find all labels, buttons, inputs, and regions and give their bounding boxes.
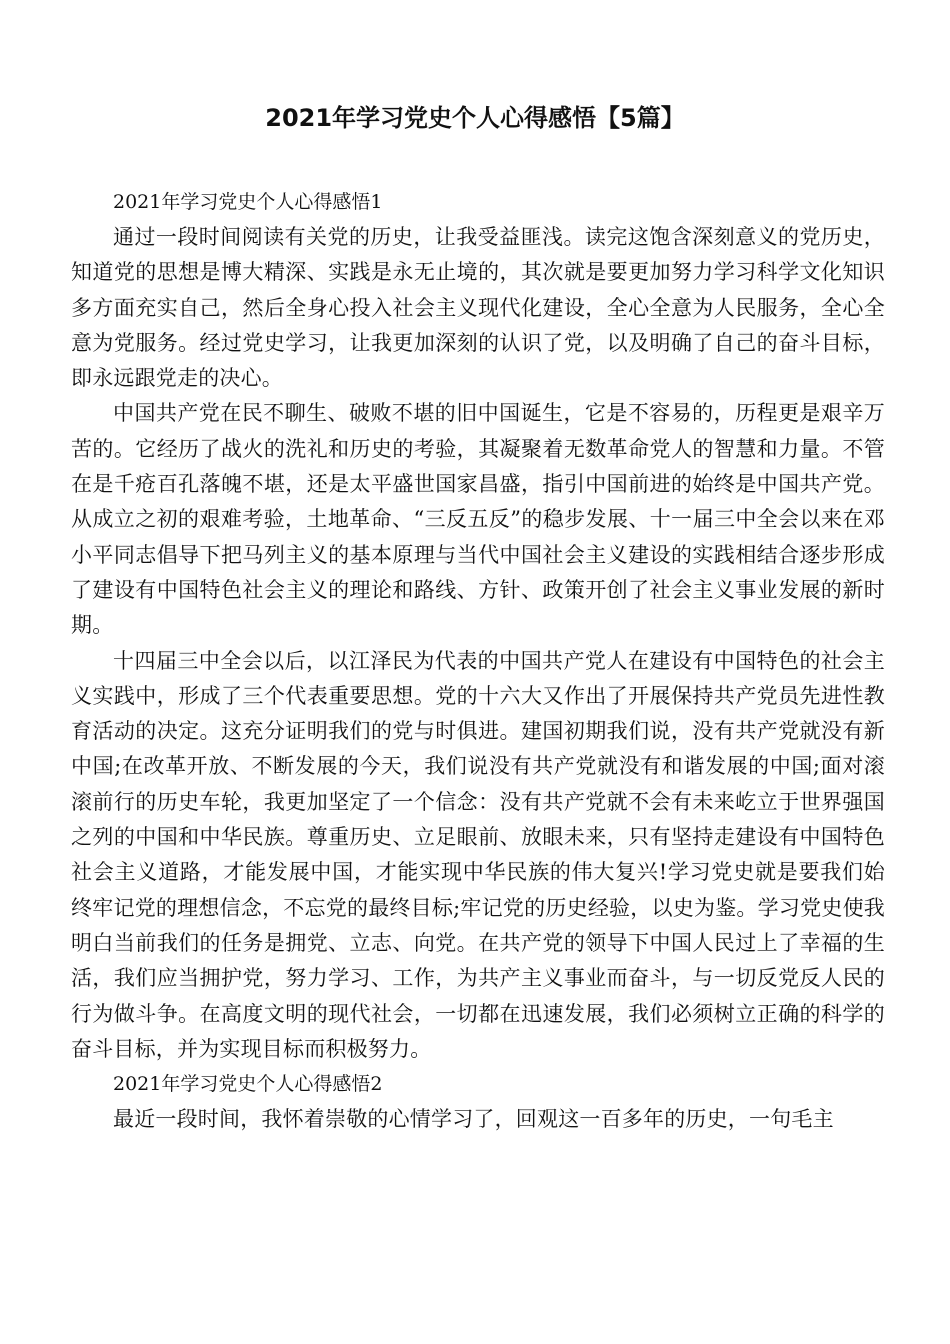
section-2-heading: 2021年学习党史个人心得感悟2: [113, 1073, 383, 1096]
document-title: 2021年学习党史个人心得感悟【5篇】: [265, 104, 685, 132]
section-1-paragraph-2: 中国共产党在民不聊生、破败不堪的旧中国诞生，它是不容易的，历程更是艰辛万苦的。它经历了战火的洗礼和历史的考验，其凝聚着无数革命党人的智慧和力量。不管在是千疮百孔落魄不堪，还是太平盛世国家昌盛，指引中国前进的始终是中国共产党。从成立之初的艰难考验，土地革命、“三反五反”的稳步发展、十一届三中全会以来在邓小平同志倡导下把马列主义的基本原理与当代中国社会主义建设的实践相结合逐步形成了建设有中国特色社会主义的理论和路线、方针、政策开创了社会主义事业发展的新时期。: [71, 401, 885, 638]
document-body: [71, 185, 885, 1137]
section-1-paragraph-3: 十四届三中全会以后，以江泽民为代表的中国共产党人在建设有中国特色的社会主义实践中，形成了三个代表重要思想。党的十六大又作出了开展保持共产党员先进性教育活动的决定。这充分证明我们的党与时俱进。建国初期我们说，没有共产党就没有新中国;在改革开放、不断发展的今天，我们说没有共产党就没有和谐发展的中国;面对滚滚前行的历史车轮，我更加坚定了一个信念：没有共产党就不会有未来屹立于世界强国之列的中国和中华民族。尊重历史、立足眼前、放眼未来，只有坚持走建设有中国特色社会主义道路，才能发展中国，才能实现中华民族的伟大复兴!学习党史就是要我们始终牢记党的理想信念，不忘党的最终目标;牢记党的历史经验，以史为鉴。学习党史使我明白当前我们的任务是拥党、立志、向党。在共产党的领导下中国人民过上了幸福的生活，我们应当拥护党，努力学习、工作，为共产主义事业而奋斗，与一切反党反人民的行为做斗争。在高度文明的现代社会，一切都在迅速发展，我们必须树立正确的科学的奋斗目标，并为实现目标而积极努力。: [71, 648, 885, 1061]
section-2-paragraph-1: 最近一段时间，我怀着崇敬的心情学习了，回观这一百多年的历史，一句毛主: [113, 1107, 834, 1132]
section-1-heading: 2021年学习党史个人心得感悟1: [113, 191, 383, 213]
section-1-paragraph-1: 通过一段时间阅读有关党的历史，让我受益匪浅。读完这饱含深刻意义的党历史，知道党的思想是博大精深、实践是永无止境的，其次就是要更加努力学习科学文化知识多方面充实自己，然后全身心投入社会主义现代化建设，全心全意为人民服务，全心全意为党服务。经过党史学习，让我更加深刻的认识了党，以及明确了自己的奋斗目标，即永远跟党走的决心。: [71, 225, 885, 391]
